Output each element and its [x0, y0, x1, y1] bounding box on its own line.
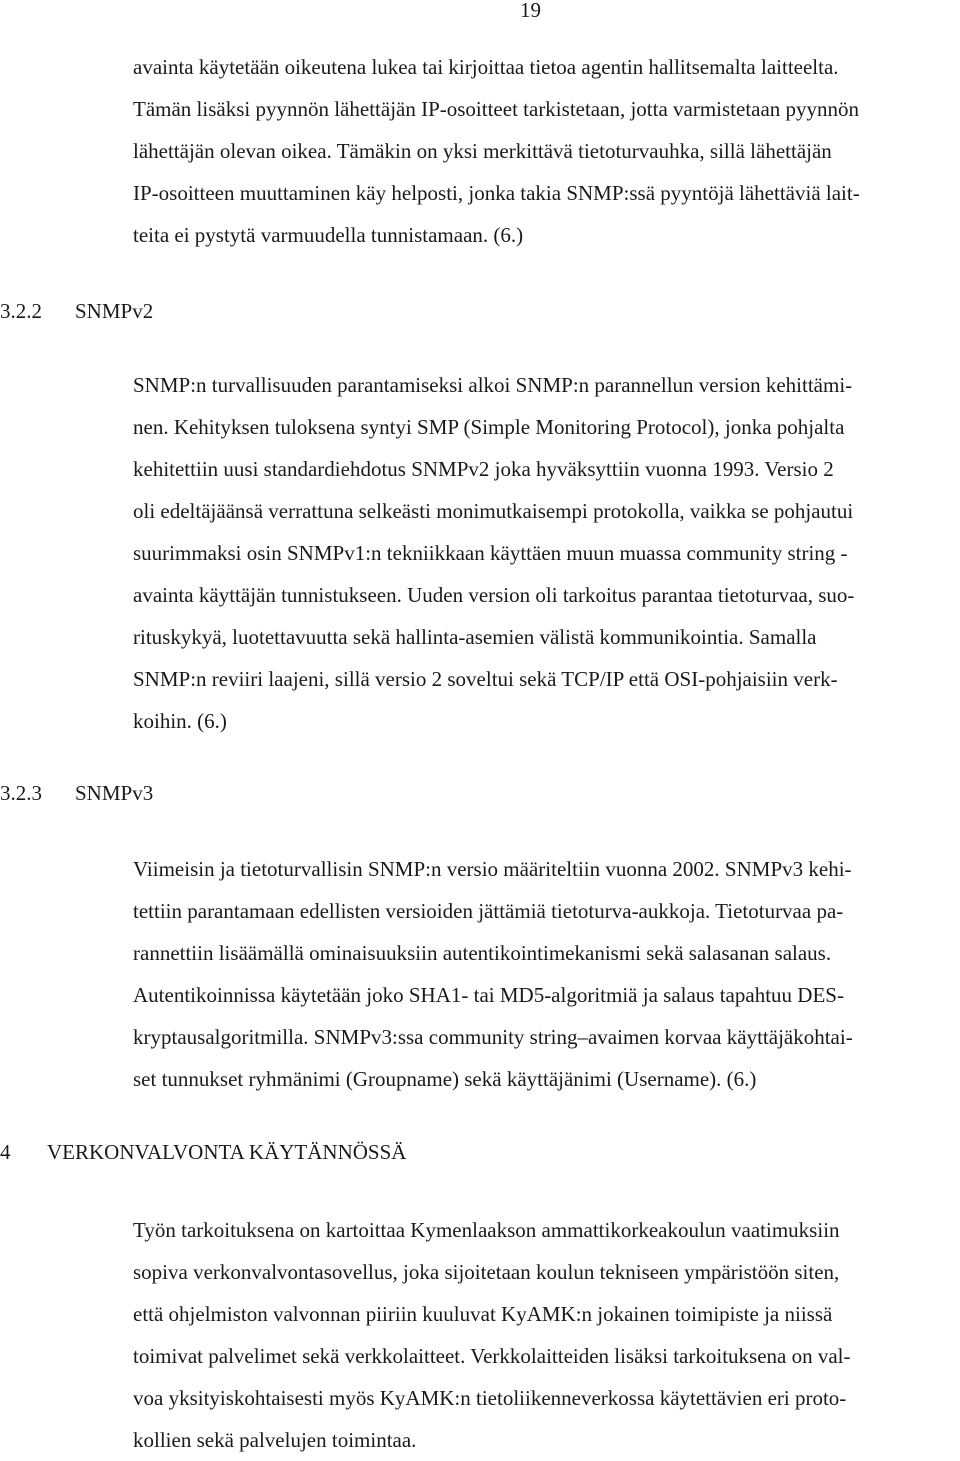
section-number: 3.2.3	[0, 781, 42, 805]
chapter-title: VERKONVALVONTA KÄYTÄNNÖSSÄ	[47, 1140, 407, 1164]
text-line: nen. Kehityksen tuloksena syntyi SMP (Simple Monitoring Protocol), jonka pohjalta	[133, 415, 845, 439]
section-title: SNMPv3	[75, 781, 154, 805]
text-line: SNMP:n turvallisuuden parantamiseksi alkoi SNMP:n parannellun version kehittämi-	[133, 373, 853, 397]
text-line: rannettiin lisäämällä ominaisuuksiin autentikointimekanismi sekä salasanan salaus.	[133, 941, 832, 965]
text-line: rituskykyä, luotettavuutta sekä hallinta-asemien välistä kommunikointia. Samalla	[133, 625, 817, 649]
chapter-number: 4	[0, 1140, 11, 1164]
text-line: tettiin parantamaan edellisten versioiden jättämiä tietoturva-aukkoja. Tietoturvaa pa-	[133, 899, 844, 923]
section-title: SNMPv2	[75, 299, 154, 323]
text-line: teita ei pystytä varmuudella tunnistamaan. (6.)	[133, 223, 524, 247]
text-line: IP-osoitteen muuttaminen käy helposti, jonka takia SNMP:ssä pyyntöjä lähettäviä lait-	[133, 181, 860, 205]
paragraph-verkonvalvonta	[133, 1209, 851, 1461]
paragraph-intro	[133, 46, 860, 256]
text-line: toimivat palvelimet sekä verkkolaitteet. Verkkolaitteiden lisäksi tarkoituksena on val-	[133, 1344, 851, 1368]
text-line: kehitettiin uusi standardiehdotus SNMPv2 joka hyväksyttiin vuonna 1993. Versio 2	[133, 457, 834, 481]
text-line: oli edeltäjäänsä verrattuna selkeästi monimutkaisempi protokolla, vaikka se pohjautui	[133, 499, 854, 523]
page-number: 19	[520, 0, 541, 22]
text-line: Tämän lisäksi pyynnön lähettäjän IP-osoitteet tarkistetaan, jotta varmistetaan pyynnön	[133, 97, 860, 121]
text-line: että ohjelmiston valvonnan piiriin kuuluvat KyAMK:n jokainen toimipiste ja niissä	[133, 1302, 833, 1326]
text-line: voa yksityiskohtaisesti myös KyAMK:n tietoliikenneverkossa käytettävien eri proto-	[133, 1386, 847, 1410]
text-line: Työn tarkoituksena on kartoittaa Kymenlaakson ammattikorkeakoulun vaatimuksiin	[133, 1218, 840, 1242]
paragraph-snmpv2	[133, 364, 854, 742]
text-line: koihin. (6.)	[133, 709, 227, 733]
paragraph-snmpv3	[133, 848, 853, 1100]
text-line: suurimmaksi osin SNMPv1:n tekniikkaan käyttäen muun muassa community string -	[133, 541, 848, 565]
text-line: Autentikoinnissa käytetään joko SHA1- tai MD5-algoritmiä ja salaus tapahtuu DES-	[133, 983, 844, 1007]
text-line: set tunnukset ryhmänimi (Groupname) sekä käyttäjänimi (Username). (6.)	[133, 1067, 757, 1091]
text-line: SNMP:n reviiri laajeni, sillä versio 2 soveltui sekä TCP/IP että OSI-pohjaisiin verk-	[133, 667, 838, 691]
text-line: Viimeisin ja tietoturvallisin SNMP:n versio määriteltiin vuonna 2002. SNMPv3 kehi-	[133, 857, 852, 881]
text-line: avainta käytetään oikeutena lukea tai kirjoittaa tietoa agentin hallitsemalta laitteelta.	[133, 55, 839, 79]
text-line: kollien sekä palvelujen toimintaa.	[133, 1428, 417, 1452]
text-line: sopiva verkonvalvontasovellus, joka sijoitetaan koulun tekniseen ympäristöön siten,	[133, 1260, 840, 1284]
text-line: avainta käyttäjän tunnistukseen. Uuden version oli tarkoitus parantaa tietoturvaa, suo-	[133, 583, 855, 607]
section-number: 3.2.2	[0, 299, 42, 323]
text-line: kryptausalgoritmilla. SNMPv3:ssa community string–avaimen korvaa käyttäjäkohtai-	[133, 1025, 853, 1049]
text-line: lähettäjän olevan oikea. Tämäkin on yksi merkittävä tietoturvauhka, sillä lähettäjän	[133, 139, 832, 163]
